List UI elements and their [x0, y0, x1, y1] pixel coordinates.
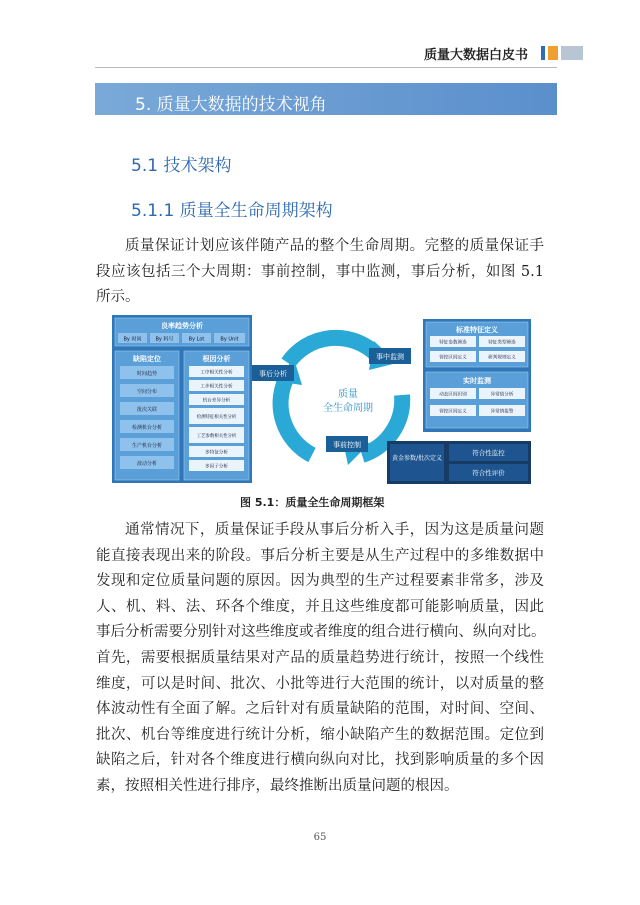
- text-line: 人、机、料、法、环各个维度，并且这些维度都可能影响质量，因此: [96, 598, 544, 615]
- left-panel: [112, 315, 252, 483]
- paragraph-intro: [96, 234, 544, 311]
- page-number: 65: [313, 832, 327, 843]
- text-line: 首先，需要根据质量结果对产品的质量趋势进行统计，按照一个线性: [96, 649, 544, 666]
- header-block-gray: [561, 46, 583, 60]
- trend-button-label: By Unit: [220, 336, 239, 343]
- defect-item-label: 空间分布: [136, 389, 158, 395]
- header-block-blue: [541, 46, 545, 60]
- header-divider: [95, 67, 557, 68]
- header-title: 质量大数据白皮书: [424, 48, 529, 63]
- root-item-label: 工步相关性分析: [200, 384, 233, 390]
- std-item-label: 特征类型筛选: [488, 340, 516, 346]
- golden-item-label: 符合性评价: [472, 469, 505, 477]
- chapter-title: 5. 质量大数据的技术视角: [135, 95, 327, 115]
- defect-item-label: 生产机台分析: [131, 443, 163, 449]
- cycle-center-label: 全生命周期: [323, 403, 373, 414]
- rt-title: 实时监测: [463, 377, 491, 385]
- defect-item-label: 批次关联: [136, 407, 158, 413]
- figure-caption: 图 5.1：质量全生命周期框架: [240, 496, 385, 509]
- golden-item-label: 符合性监控: [472, 449, 505, 457]
- std-item-label: 管控区间定义: [439, 355, 467, 361]
- lifecycle-diagram: [112, 315, 532, 485]
- trend-button-label: By Lot: [188, 336, 205, 343]
- text-line: 能直接表现出来的阶段。事后分析主要是从生产过程中的多维数据中: [96, 547, 544, 564]
- cycle-arc-left: [281, 375, 312, 455]
- cycle-arc-top: [288, 338, 377, 363]
- text-line: 发现和定位质量问题的原因。因为典型的生产过程要素非常多，涉及: [96, 573, 544, 590]
- text-line: 所示。: [96, 289, 140, 306]
- root-items: [189, 366, 244, 471]
- golden-title: 黄金参数/批次定义: [391, 455, 443, 462]
- std-item-label: 特征参数筛选: [439, 340, 467, 346]
- text-line: 批次、机台等维度进行统计分析，缩小缺陷产生的数据范围。定位到: [96, 726, 544, 743]
- root-item-label: 机台差异分析: [202, 398, 231, 404]
- header-block-orange: [548, 46, 558, 60]
- root-item-label: 多特征分析: [205, 450, 228, 456]
- text-line: 事后分析需要分别针对这些维度或者维度的组合进行横向、纵向对比。: [96, 624, 546, 641]
- root-title: 根因分析: [202, 355, 231, 363]
- text-line: 素，按照相关性进行排序，最终推断出质量问题的根因。: [96, 777, 459, 794]
- root-item-label: 多因子分析: [205, 464, 228, 470]
- label-after: 事后分析: [259, 370, 287, 378]
- rt-item-label: 动态区间识别: [439, 392, 467, 398]
- label-during: 事中监测: [376, 353, 404, 361]
- text-line: 体波动性有全面了解。之后针对有质量缺陷的范围，对时间、空间、: [96, 701, 544, 718]
- trend-button-label: By 料号: [155, 336, 174, 343]
- section-title: 5.1 技术架构: [131, 156, 232, 176]
- text-line: 质量保证计划应该伴随产品的整个生命周期。完整的质量保证手: [125, 238, 544, 254]
- cycle-center-label: 质量: [338, 389, 358, 400]
- text-line: 段应该包括三个大周期：事前控制，事中监测，事后分析，如图 5.1: [96, 263, 544, 280]
- subsection-title: 5.1.1 质量全生命周期架构: [131, 201, 333, 221]
- trend-title: 良率趋势分析: [161, 322, 203, 330]
- trend-button-label: By 时间: [123, 336, 142, 343]
- rt-item-label: 异常值分析: [490, 392, 514, 398]
- root-item-label: 工序相关性分析: [200, 370, 233, 376]
- defect-item-label: 时间趋势: [136, 371, 158, 377]
- paragraph-analysis: [96, 518, 544, 800]
- defect-item-label: 检测机台分析: [131, 425, 163, 431]
- root-item-label: 工艺参数相关性分析: [196, 434, 237, 439]
- text-line: 缺陷之后，针对各个维度进行横向纵向对比，找到影响质量的多个因: [96, 752, 544, 769]
- defect-item-label: 波动分析: [136, 461, 158, 467]
- lifecycle-figure: [112, 315, 532, 485]
- root-item-label: 检测特征相关性分析: [196, 415, 237, 420]
- text-line: 维度，可以是时间、批次、小批等进行大范围的统计，以对质量的整: [96, 675, 544, 692]
- label-before: 事前控制: [333, 441, 361, 449]
- rt-item-label: 异常情报警: [490, 409, 514, 415]
- header-color-blocks: [541, 46, 583, 60]
- std-title: 标准特征定义: [456, 326, 498, 334]
- golden-box: [390, 444, 444, 481]
- rt-item-label: 管控区间定义: [439, 409, 467, 415]
- defect-title: 缺陷定位: [133, 355, 161, 363]
- text-line: 通常情况下，质量保证手段从事后分析入手，因为这是质量问题: [125, 522, 544, 538]
- std-item-label: 研判规则定义: [488, 355, 516, 361]
